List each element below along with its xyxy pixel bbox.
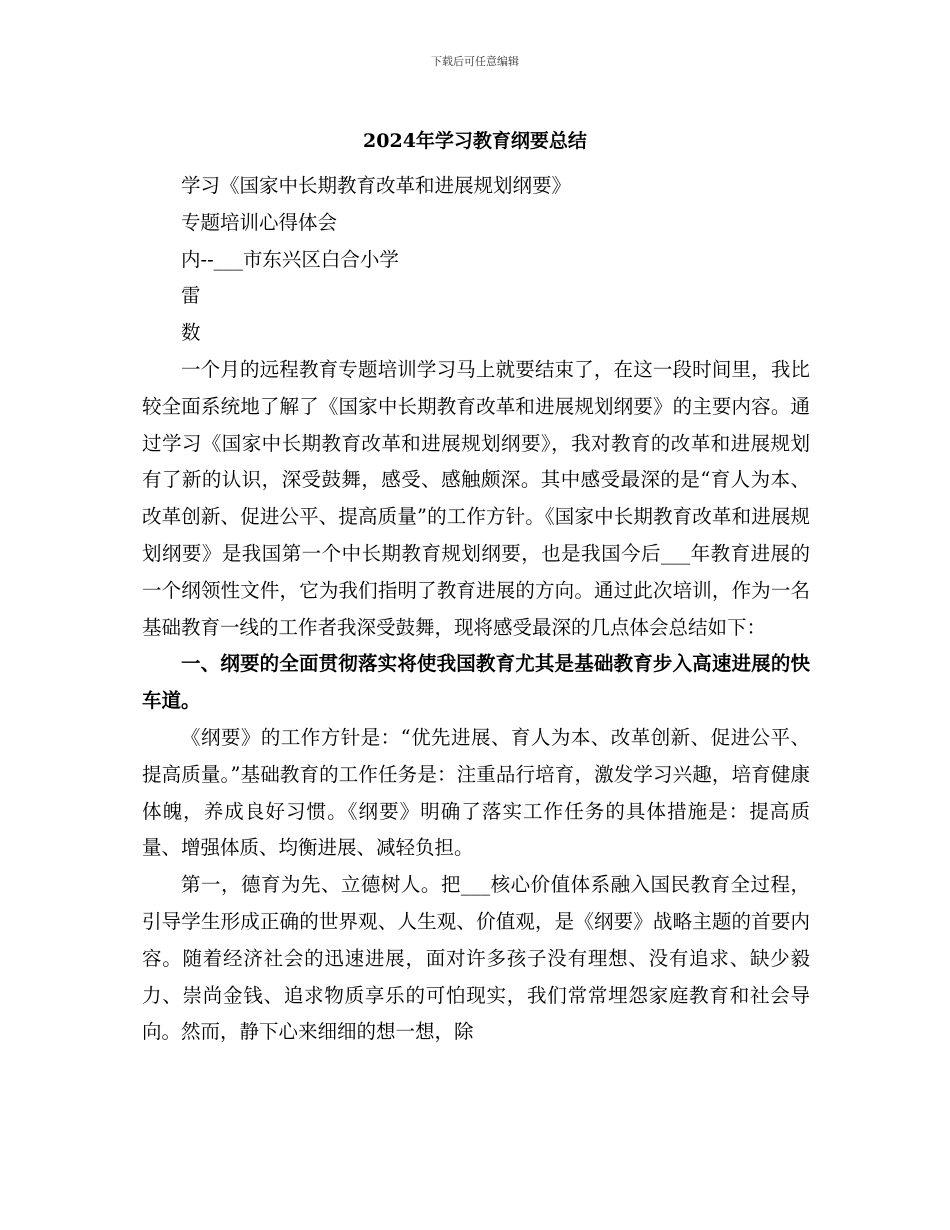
paragraph-first-point: 第一，德育为先、立德树人。把___核心价值体系融入国民教育全过程，引导学生形成正确的世界观、人生观、价值观，是《纲要》战略主题的首要内容。随着经济社会的迅速进展，面对许多孩子没有理想、没有追求、缺少毅力、崇尚金钱、追求物质享乐的可怕现实，我们常常埋怨家庭教育和社会导向。然而，静下心来细细的想一想，除 [142,873,810,1044]
paragraph-author-1: 雷 [181,284,201,308]
paragraph-author-2: 数 [181,321,201,345]
page-header-note: 下载后可任意编辑 [431,55,519,68]
paragraph-school: 内--___市东兴区白合小学 [181,247,399,271]
paragraph-policy: 《纲要》的工作方针是：“优先进展、育人为本、改革创新、促进公平、提高质量。”基础教育的工作任务是：注重品行培育，激发学习兴趣，培育健康体魄，养成良好习惯。《纲要》明确了落实工作任务的具体措施是：提高质量、增强体质、均衡进展、减轻负担。 [142,725,810,860]
paragraph-subtitle: 专题培训心得体会 [181,210,338,234]
paragraph-intro: 一个月的远程教育专题培训学习马上就要结束了，在这一段时间里，我比较全面系统地了解了《国家中长期教育改革和进展规划纲要》的主要内容。通过学习《国家中长期教育改革和进展规划纲要》，我对教育的改革和进展规划有了新的认识，深受鼓舞，感受、感触颇深。其中感受最深的是“育人为本、改革创新、促进公平、提高质量”的工作方针。《国家中长期教育改革和进展规划纲要》是我国第一个中长期教育规划纲要，也是我国今后___年教育进展的一个纲领性文件，它为我们指明了教育进展的方向。通过此次培训，作为一名基础教育一线的工作者我深受鼓舞，现将感受最深的几点体会总结如下： [142,357,810,639]
document-body [142,168,810,1051]
paragraph-study-title: 学习《国家中长期教育改革和进展规划纲要》 [181,174,572,197]
document-title: 2024年学习教育纲要总结 [363,130,587,152]
section-heading-1: 一、纲要的全面贯彻落实将使我国教育尤其是基础教育步入高速进展的快车道。 [142,652,810,713]
